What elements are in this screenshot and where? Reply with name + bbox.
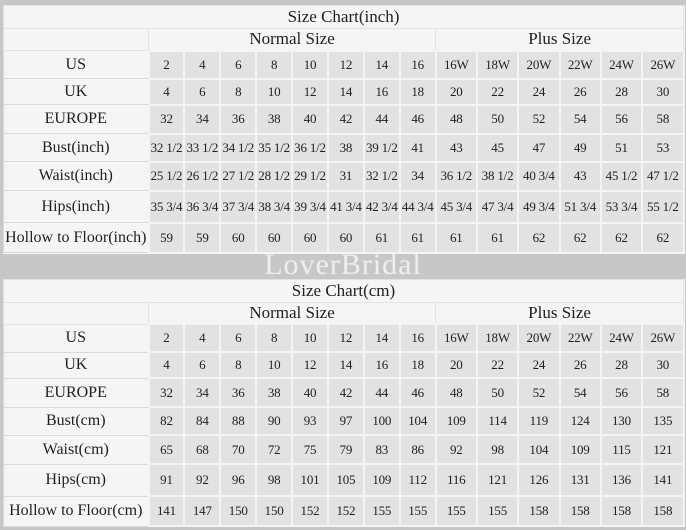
size-cell: 22 xyxy=(477,79,518,105)
size-cell: 109 xyxy=(364,464,400,496)
table-row xyxy=(4,105,684,134)
size-cell: 26 xyxy=(560,79,601,105)
table-gap xyxy=(3,254,683,279)
row-label: Bust(inch) xyxy=(4,134,149,162)
size-cell: 155 xyxy=(477,496,518,526)
size-cell: 116 xyxy=(436,464,477,496)
size-cell: 126 xyxy=(518,464,559,496)
size-cell: 39 3/4 xyxy=(292,191,328,223)
size-cell: 33 1/2 xyxy=(184,134,220,162)
row-label: Hollow to Floor(inch) xyxy=(4,223,149,253)
size-cell: 152 xyxy=(328,496,364,526)
size-cell: 60 xyxy=(256,223,292,253)
size-cell: 49 3/4 xyxy=(518,191,559,223)
size-cell: 38 xyxy=(328,134,364,162)
size-cell: 35 3/4 xyxy=(149,191,185,223)
size-cell: 158 xyxy=(560,496,601,526)
size-cell: 32 1/2 xyxy=(149,134,185,162)
size-cell: 30 xyxy=(642,79,683,105)
size-cell: 18W xyxy=(477,51,518,79)
table-row xyxy=(4,134,684,162)
size-cell: 86 xyxy=(400,435,436,464)
size-cell: 72 xyxy=(256,435,292,464)
size-cell: 152 xyxy=(292,496,328,526)
size-cell: 59 xyxy=(149,223,185,253)
size-cell: 46 xyxy=(400,378,436,407)
size-cell: 109 xyxy=(436,407,477,435)
size-cell: 36 xyxy=(220,105,256,134)
table-row xyxy=(4,496,684,526)
size-cell: 55 1/2 xyxy=(642,191,683,223)
table-row xyxy=(4,352,684,378)
size-cell: 12 xyxy=(292,352,328,378)
size-cell: 10 xyxy=(292,51,328,79)
size-cell: 47 xyxy=(518,134,559,162)
size-cell: 49 xyxy=(560,134,601,162)
size-cell: 61 xyxy=(477,223,518,253)
row-label: Waist(inch) xyxy=(4,162,149,191)
size-cell: 48 xyxy=(436,105,477,134)
size-cell: 50 xyxy=(477,378,518,407)
size-cell: 8 xyxy=(256,51,292,79)
size-cell: 4 xyxy=(149,79,185,105)
row-label: UK xyxy=(4,352,149,378)
size-cell: 22W xyxy=(560,324,601,352)
size-cell: 6 xyxy=(220,324,256,352)
table-row xyxy=(4,191,684,223)
row-label: US xyxy=(4,51,149,79)
table-row xyxy=(4,223,684,253)
table-row xyxy=(4,407,684,435)
size-cell: 41 xyxy=(400,134,436,162)
size-cell: 6 xyxy=(220,51,256,79)
size-cell: 42 xyxy=(328,105,364,134)
size-cell: 131 xyxy=(560,464,601,496)
size-cell: 20 xyxy=(436,79,477,105)
size-cell: 52 xyxy=(518,378,559,407)
size-cell: 16 xyxy=(364,352,400,378)
size-cell: 37 3/4 xyxy=(220,191,256,223)
size-cell: 43 xyxy=(436,134,477,162)
size-cell: 121 xyxy=(477,464,518,496)
row-label: Bust(cm) xyxy=(4,407,149,435)
size-cell: 14 xyxy=(328,352,364,378)
size-cell: 60 xyxy=(292,223,328,253)
size-cell: 42 xyxy=(328,378,364,407)
size-cell: 53 3/4 xyxy=(601,191,642,223)
size-cell: 30 xyxy=(642,352,683,378)
size-cell: 91 xyxy=(149,464,185,496)
size-cell: 158 xyxy=(601,496,642,526)
size-cell: 75 xyxy=(292,435,328,464)
size-cell: 119 xyxy=(518,407,559,435)
size-cell: 109 xyxy=(560,435,601,464)
size-cell: 155 xyxy=(436,496,477,526)
size-cell: 14 xyxy=(364,51,400,79)
size-cell: 54 xyxy=(560,378,601,407)
size-cell: 28 xyxy=(601,352,642,378)
size-cell: 24W xyxy=(601,324,642,352)
size-cell: 115 xyxy=(601,435,642,464)
size-cell: 38 xyxy=(256,105,292,134)
table-title: Size Chart(inch) xyxy=(4,6,684,29)
row-label: Waist(cm) xyxy=(4,435,149,464)
size-cell: 40 xyxy=(292,105,328,134)
size-cell: 26W xyxy=(642,324,683,352)
size-cell: 96 xyxy=(220,464,256,496)
size-cell: 147 xyxy=(184,496,220,526)
size-cell: 10 xyxy=(256,79,292,105)
size-cell: 40 xyxy=(292,378,328,407)
size-cell: 121 xyxy=(642,435,683,464)
size-cell: 45 xyxy=(477,134,518,162)
table-row xyxy=(4,378,684,407)
size-cell: 62 xyxy=(601,223,642,253)
size-cell: 38 xyxy=(256,378,292,407)
size-cell: 98 xyxy=(256,464,292,496)
size-cell: 92 xyxy=(184,464,220,496)
size-cell: 24 xyxy=(518,352,559,378)
table-row xyxy=(4,79,684,105)
size-cell: 38 3/4 xyxy=(256,191,292,223)
size-cell: 83 xyxy=(364,435,400,464)
size-cell: 16W xyxy=(436,324,477,352)
size-cell: 93 xyxy=(292,407,328,435)
size-cell: 53 xyxy=(642,134,683,162)
size-cell: 43 xyxy=(560,162,601,191)
size-cell: 24 xyxy=(518,79,559,105)
size-cell: 8 xyxy=(256,324,292,352)
size-cell: 98 xyxy=(477,435,518,464)
size-cell: 141 xyxy=(149,496,185,526)
size-cell: 14 xyxy=(328,79,364,105)
row-label: US xyxy=(4,324,149,352)
size-cell: 4 xyxy=(184,51,220,79)
size-cell: 62 xyxy=(518,223,559,253)
size-cell: 62 xyxy=(642,223,683,253)
size-cell: 16 xyxy=(400,51,436,79)
size-cell: 2 xyxy=(149,324,185,352)
size-table-cm xyxy=(3,279,685,528)
size-table-inch xyxy=(3,5,685,254)
size-cell: 44 xyxy=(364,378,400,407)
size-cell: 26 1/2 xyxy=(184,162,220,191)
size-cell: 18 xyxy=(400,79,436,105)
size-cell: 34 xyxy=(400,162,436,191)
size-cell: 60 xyxy=(328,223,364,253)
size-cell: 51 3/4 xyxy=(560,191,601,223)
size-cell: 88 xyxy=(220,407,256,435)
size-cell: 22W xyxy=(560,51,601,79)
size-cell: 150 xyxy=(256,496,292,526)
size-cell: 79 xyxy=(328,435,364,464)
group-header-normal-size: Normal Size xyxy=(149,29,436,51)
size-cell: 44 xyxy=(364,105,400,134)
size-cell: 28 xyxy=(601,79,642,105)
size-cell: 36 1/2 xyxy=(436,162,477,191)
size-cell: 104 xyxy=(400,407,436,435)
size-cell: 92 xyxy=(436,435,477,464)
group-header-normal-size: Normal Size xyxy=(149,302,436,324)
size-cell: 97 xyxy=(328,407,364,435)
size-cell: 32 1/2 xyxy=(364,162,400,191)
size-cell: 16 xyxy=(400,324,436,352)
group-header-spacer xyxy=(4,302,149,324)
size-cell: 31 xyxy=(328,162,364,191)
size-cell: 52 xyxy=(518,105,559,134)
watermark-text: LoverBridal xyxy=(264,248,422,281)
size-cell: 20W xyxy=(518,51,559,79)
size-cell: 22 xyxy=(477,352,518,378)
size-cell: 141 xyxy=(642,464,683,496)
row-label: EUROPE xyxy=(4,378,149,407)
table-row xyxy=(4,162,684,191)
size-cell: 35 1/2 xyxy=(256,134,292,162)
size-cell: 65 xyxy=(149,435,185,464)
size-cell: 12 xyxy=(328,51,364,79)
size-cell: 47 3/4 xyxy=(477,191,518,223)
size-cell: 6 xyxy=(184,352,220,378)
group-header-plus-size: Plus Size xyxy=(436,302,684,324)
size-cell: 46 xyxy=(400,105,436,134)
size-cell: 25 1/2 xyxy=(149,162,185,191)
table-title: Size Chart(cm) xyxy=(4,279,684,302)
size-cell: 62 xyxy=(560,223,601,253)
size-cell: 34 1/2 xyxy=(220,134,256,162)
size-cell: 58 xyxy=(642,105,683,134)
size-cell: 14 xyxy=(364,324,400,352)
size-cell: 124 xyxy=(560,407,601,435)
size-cell: 34 xyxy=(184,105,220,134)
size-cell: 32 xyxy=(149,105,185,134)
size-cell: 47 1/2 xyxy=(642,162,683,191)
size-cell: 10 xyxy=(256,352,292,378)
size-cell: 28 1/2 xyxy=(256,162,292,191)
size-cell: 90 xyxy=(256,407,292,435)
table-row xyxy=(4,435,684,464)
size-cell: 155 xyxy=(400,496,436,526)
size-cell: 4 xyxy=(149,352,185,378)
size-cell: 135 xyxy=(642,407,683,435)
row-label: Hips(cm) xyxy=(4,464,149,496)
size-cell: 29 1/2 xyxy=(292,162,328,191)
size-cell: 18W xyxy=(477,324,518,352)
size-cell: 12 xyxy=(328,324,364,352)
size-cell: 16W xyxy=(436,51,477,79)
row-label: UK xyxy=(4,79,149,105)
size-cell: 100 xyxy=(364,407,400,435)
size-cell: 70 xyxy=(220,435,256,464)
size-cell: 12 xyxy=(292,79,328,105)
size-cell: 68 xyxy=(184,435,220,464)
size-cell: 32 xyxy=(149,378,185,407)
size-cell: 27 1/2 xyxy=(220,162,256,191)
size-cell: 24W xyxy=(601,51,642,79)
size-cell: 50 xyxy=(477,105,518,134)
size-cell: 54 xyxy=(560,105,601,134)
size-cell: 56 xyxy=(601,378,642,407)
group-header-plus-size: Plus Size xyxy=(436,29,684,51)
size-cell: 58 xyxy=(642,378,683,407)
size-cell: 101 xyxy=(292,464,328,496)
size-cell: 45 3/4 xyxy=(436,191,477,223)
size-cell: 36 3/4 xyxy=(184,191,220,223)
size-cell: 56 xyxy=(601,105,642,134)
size-cell: 8 xyxy=(220,79,256,105)
size-cell: 112 xyxy=(400,464,436,496)
table-row xyxy=(4,51,684,79)
size-cell: 44 3/4 xyxy=(400,191,436,223)
size-cell: 158 xyxy=(518,496,559,526)
size-cell: 155 xyxy=(364,496,400,526)
size-cell: 2 xyxy=(149,51,185,79)
size-cell: 45 1/2 xyxy=(601,162,642,191)
size-cell: 18 xyxy=(400,352,436,378)
size-cell: 39 1/2 xyxy=(364,134,400,162)
size-cell: 36 1/2 xyxy=(292,134,328,162)
size-cell: 36 xyxy=(220,378,256,407)
size-cell: 4 xyxy=(184,324,220,352)
group-header-spacer xyxy=(4,29,149,51)
size-cell: 42 3/4 xyxy=(364,191,400,223)
size-cell: 61 xyxy=(364,223,400,253)
size-cell: 40 3/4 xyxy=(518,162,559,191)
row-label: Hollow to Floor(cm) xyxy=(4,496,149,526)
size-cell: 38 1/2 xyxy=(477,162,518,191)
size-cell: 158 xyxy=(642,496,683,526)
size-cell: 105 xyxy=(328,464,364,496)
size-cell: 130 xyxy=(601,407,642,435)
size-cell: 26 xyxy=(560,352,601,378)
size-cell: 26W xyxy=(642,51,683,79)
size-cell: 61 xyxy=(436,223,477,253)
size-cell: 16 xyxy=(364,79,400,105)
size-cell: 10 xyxy=(292,324,328,352)
size-cell: 82 xyxy=(149,407,185,435)
size-cell: 41 3/4 xyxy=(328,191,364,223)
table-row xyxy=(4,324,684,352)
size-cell: 8 xyxy=(220,352,256,378)
size-cell: 48 xyxy=(436,378,477,407)
size-cell: 6 xyxy=(184,79,220,105)
table-row xyxy=(4,464,684,496)
size-cell: 51 xyxy=(601,134,642,162)
size-cell: 136 xyxy=(601,464,642,496)
size-cell: 150 xyxy=(220,496,256,526)
size-cell: 61 xyxy=(400,223,436,253)
size-cell: 104 xyxy=(518,435,559,464)
row-label: EUROPE xyxy=(4,105,149,134)
size-cell: 60 xyxy=(220,223,256,253)
size-cell: 84 xyxy=(184,407,220,435)
size-cell: 34 xyxy=(184,378,220,407)
row-label: Hips(inch) xyxy=(4,191,149,223)
size-cell: 20W xyxy=(518,324,559,352)
size-cell: 20 xyxy=(436,352,477,378)
size-cell: 114 xyxy=(477,407,518,435)
size-cell: 59 xyxy=(184,223,220,253)
